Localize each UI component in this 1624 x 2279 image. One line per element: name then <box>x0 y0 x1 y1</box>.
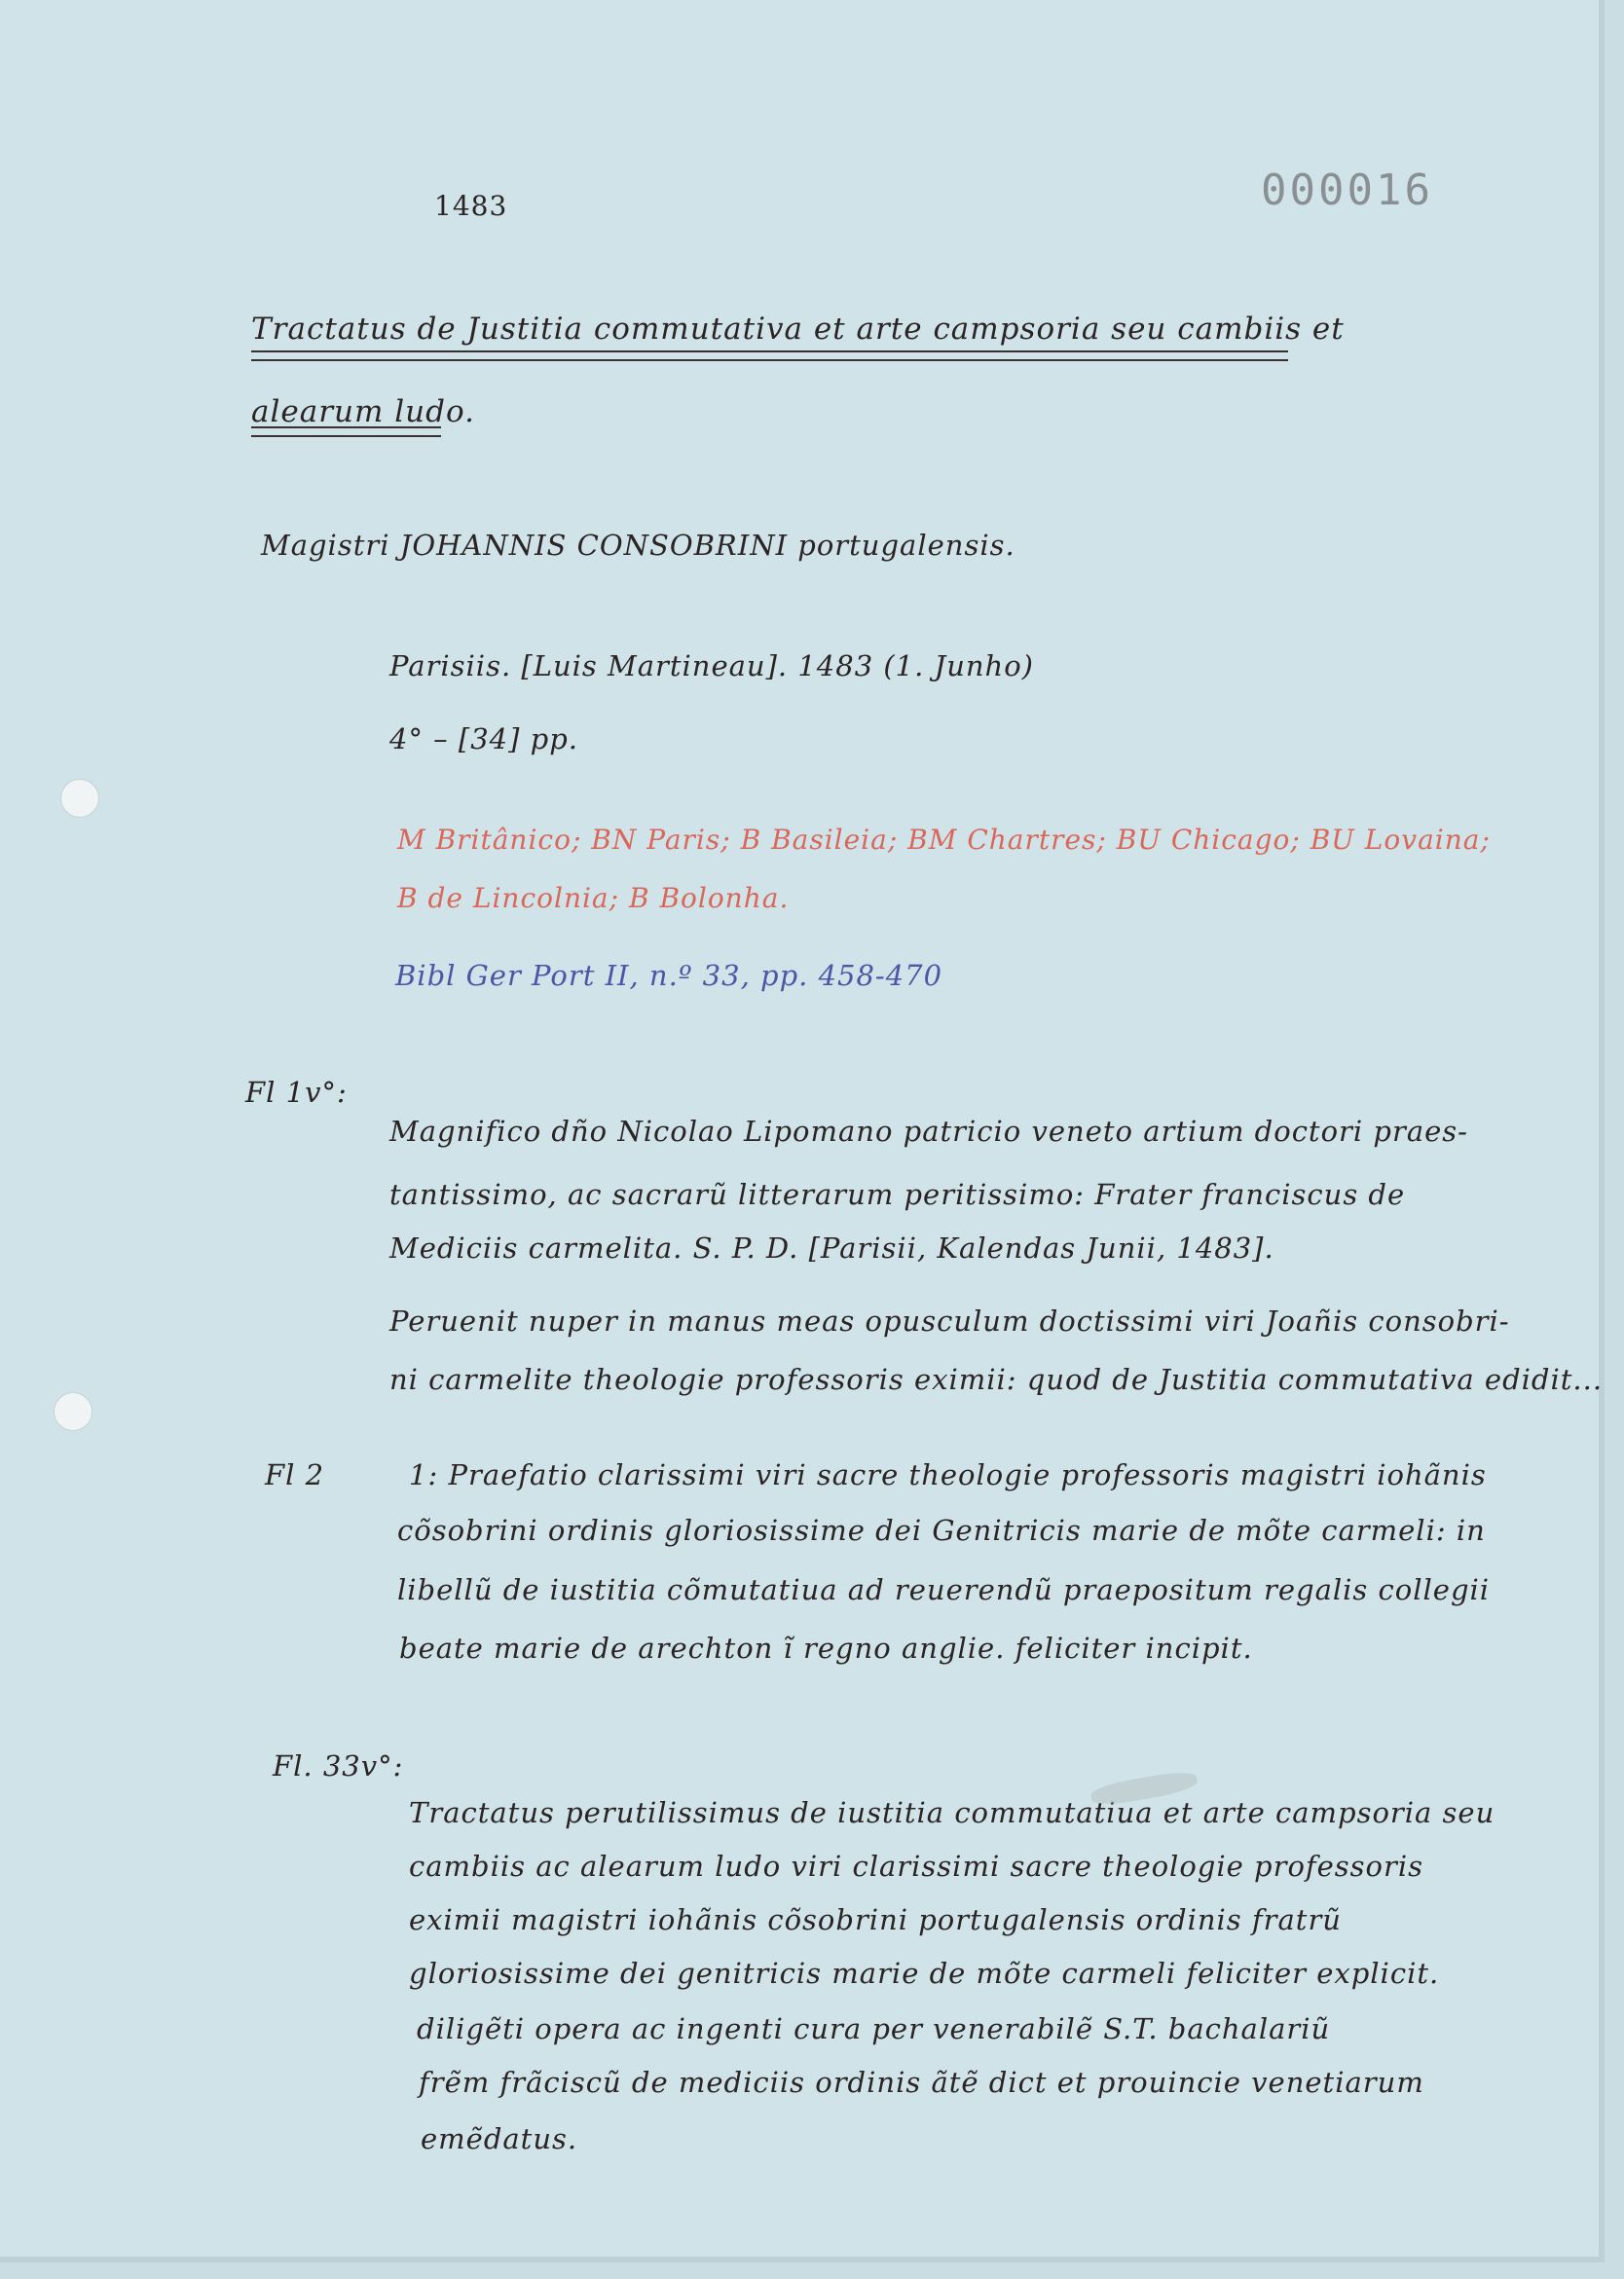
text-line: tantissimo, ac sacrarũ litterarum peritissimo: Frater franciscus de <box>389 1178 1406 1211</box>
imprint-place-date: Parisiis. [Luis Martineau]. 1483 (1. Junho) <box>389 649 1034 682</box>
locations-line-2: B de Lincolnia; B Bolonha. <box>397 882 790 914</box>
bibliography-reference: Bibl Ger Port II, n.º 33, pp. 458-470 <box>395 959 943 992</box>
title-line-1: Tractatus de Justitia commutativa et arte campsoria seu cambiis et <box>251 312 1345 347</box>
year: 1483 <box>434 190 508 222</box>
imprint-format: 4° – [34] pp. <box>389 722 578 755</box>
text-line: cambiis ac alearum ludo viri clarissimi sacre theologie professoris <box>409 1850 1424 1883</box>
text-line: Tractatus perutilissimus de iustitia commutatiua et arte campsoria seu <box>409 1796 1495 1829</box>
locations-line-1: M Britânico; BN Paris; B Basileia; BM Chartres; BU Chicago; BU Lovaina; <box>397 824 1491 856</box>
text-line: gloriosissime dei genitricis marie de mõte carmeli feliciter explicit. <box>409 1957 1440 1990</box>
text-line: libellũ de iustitia cõmutatiua ad reuerendũ praepositum regalis collegii <box>397 1573 1491 1606</box>
section-label-fl33v: Fl. 33v°: <box>273 1749 404 1783</box>
section-label-fl1v: Fl 1v°: <box>245 1076 348 1109</box>
stamp-number: 000016 <box>1261 165 1433 215</box>
text-line: cõsobrini ordinis gloriosissime dei Genitricis marie de mõte carmeli: in <box>397 1514 1486 1547</box>
text-line: Magnifico dño Nicolao Lipomano patricio veneto artium doctori praes- <box>389 1115 1468 1148</box>
punch-hole-bottom <box>54 1392 92 1431</box>
author: Magistri JOHANNIS CONSOBRINI portugalensis. <box>261 529 1015 562</box>
text-line: emẽdatus. <box>421 2122 578 2155</box>
text-line: beate marie de arechton ĩ regno anglie. feliciter incipit. <box>399 1632 1253 1665</box>
title-line-2: alearum ludo. <box>251 394 475 429</box>
text-line: Peruenit nuper in manus meas opusculum doctissimi viri Joañis consobri- <box>389 1305 1510 1338</box>
text-line: diligẽti opera ac ingenti cura per venerabilẽ S.T. bachalariũ <box>417 2012 1331 2045</box>
text-line: Mediciis carmelita. S. P. D. [Parisii, Kalendas Junii, 1483]. <box>389 1231 1274 1265</box>
title-underline-1 <box>251 350 1288 361</box>
text-line: ni carmelite theologie professoris eximii: quod de Justitia commutativa edidit... <box>389 1363 1604 1396</box>
text-line: 1: Praefatio clarissimi viri sacre theologie professoris magistri iohãnis <box>409 1458 1487 1491</box>
text-line: frẽm frãciscũ de mediciis ordinis ãtẽ dict et prouincie venetiarum <box>419 2066 1424 2099</box>
punch-hole-top <box>60 779 99 818</box>
section-label-fl2: Fl 2 <box>265 1458 325 1491</box>
text-line: eximii magistri iohãnis cõsobrini portugalensis ordinis fratrũ <box>409 1903 1342 1936</box>
title-underline-2 <box>251 426 441 437</box>
